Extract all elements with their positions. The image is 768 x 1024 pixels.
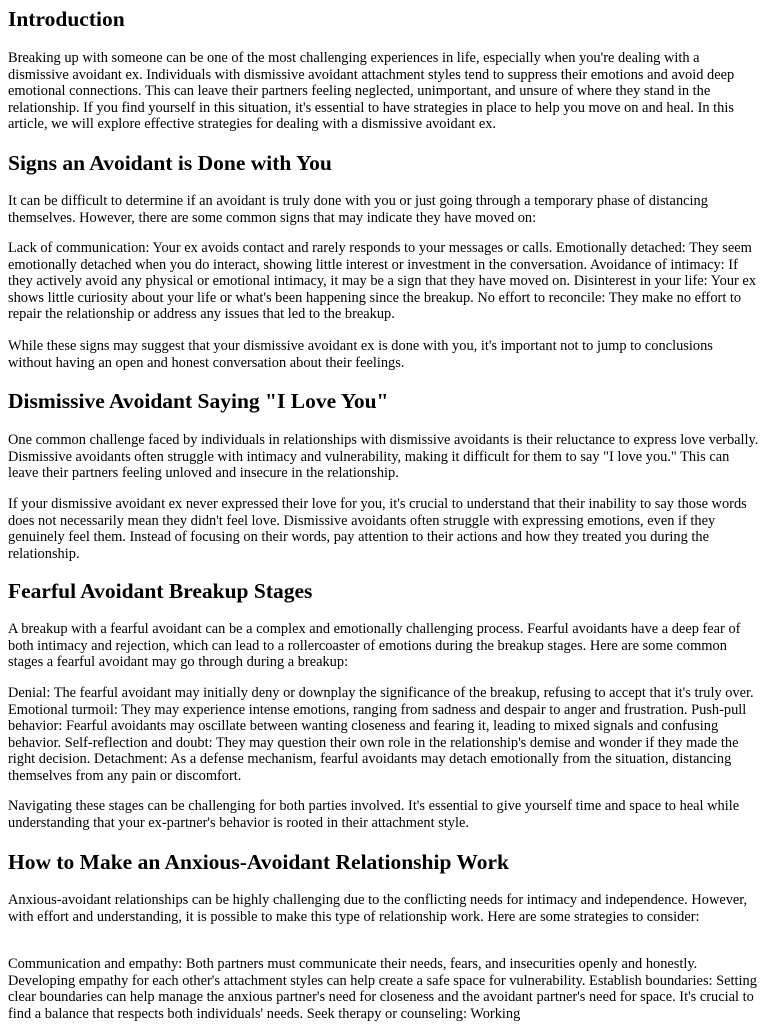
paragraph-love-intro: One common challenge faced by individuals in relationships with dismissive avoidants is their reluctance to express love verbally. Dismissive avoidants often struggle with intimacy and vulnerability, making it difficult for them to say "I love you." This can leave their partners feeling unloved and insecure in the relationship.: [8, 432, 759, 481]
heading-introduction: Introduction: [8, 7, 125, 31]
paragraph-fearful-stages: Denial: The fearful avoidant may initially deny or downplay the significance of the breakup, refusing to accept that it's truly over. Emotional turmoil: They may experience intense emotions, ranging from sadness and despair to anger and frustration. Push-pull behavior: Fearful avoidants may oscillate between wanting closeness and fearing it, leading to mixed signals and confusing behavior. Self-reflection and doubt: They may question their own role in the relationship's demise and wonder if they made the right decision. Detachment: As a defense mechanism, fearful avoidants may detach emotionally from the situation, distancing themselves from any pain or discomfort.: [8, 685, 754, 784]
paragraph-anxious-strategies: Communication and empathy: Both partners must communicate their needs, fears, and insecurities openly and honestly. Developing empathy for each other's attachment styles can help create a safe space for vulnerability. Establish boundaries: Setting clear boundaries can help manage the anxious partner's need for closeness and the avoidant partner's need for space. It's crucial to find a balance that respects both individuals' needs. Seek therapy or counseling: Working: [8, 956, 757, 1022]
paragraph-introduction: Breaking up with someone can be one of the most challenging experiences in life, especially when you're dealing with a dismissive avoidant ex. Individuals with dismissive avoidant attachment styles tend to suppress their emotions and avoid deep emotional connections. This can leave their partners feeling neglected, unimportant, and unsure of where they stand in the relationship. If you find yourself in this situation, it's essential to have strategies in place to help you move on and heal. In this article, we will explore effective strategies for dealing with a dismissive avoidant ex.: [8, 50, 735, 132]
paragraph-love-detail: If your dismissive avoidant ex never expressed their love for you, it's crucial to understand that their inability to say those words does not necessarily mean they didn't feel love. Dismissive avoidants often struggle with expressing emotions, even if they genuinely feel them. Instead of focusing on their words, pay attention to their actions and how they treated you during the relationship.: [8, 496, 747, 562]
paragraph-anxious-intro: Anxious-avoidant relationships can be highly challenging due to the conflicting needs for intimacy and independence. However, with effort and understanding, it is possible to make this type of relationship work. Here are some strategies to consider:: [8, 892, 748, 925]
heading-anxious-avoidant: How to Make an Anxious-Avoidant Relationship Work: [8, 850, 509, 874]
heading-signs-avoidant-done: Signs an Avoidant is Done with You: [8, 151, 332, 175]
paragraph-fearful-conclusion: Navigating these stages can be challenging for both parties involved. It's essential to give yourself time and space to heal while understanding that your ex-partner's behavior is rooted in their attachment style.: [8, 798, 740, 831]
paragraph-fearful-intro: A breakup with a fearful avoidant can be a complex and emotionally challenging process. Fearful avoidants have a deep fear of both intimacy and rejection, which can lead to a rollercoaster of emotions during the breakup stages. Here are some common stages a fearful avoidant may go through during a breakup:: [8, 621, 741, 670]
paragraph-signs-list: Lack of communication: Your ex avoids contact and rarely responds to your messages or calls. Emotionally detached: They seem emotionally detached when you do interact, showing little interest or investment in the conversation. Avoidance of intimacy: If they actively avoid any physical or emotional intimacy, it may be a sign that they have moved on. Disinterest in your life: Your ex shows little curiosity about your life or what's been happening since the breakup. No effort to reconcile: They make no effort to repair the relationship or address any issues that led to the breakup.: [8, 240, 757, 322]
heading-fearful-stages: Fearful Avoidant Breakup Stages: [8, 579, 313, 603]
heading-i-love-you: Dismissive Avoidant Saying "I Love You": [8, 389, 389, 413]
paragraph-signs-conclusion: While these signs may suggest that your dismissive avoidant ex is done with you, it's important not to jump to conclusions without having an open and honest conversation about their feelings.: [8, 338, 713, 371]
paragraph-signs-intro: It can be difficult to determine if an avoidant is truly done with you or just going through a temporary phase of distancing themselves. However, there are some common signs that may indicate they have moved on:: [8, 193, 708, 226]
